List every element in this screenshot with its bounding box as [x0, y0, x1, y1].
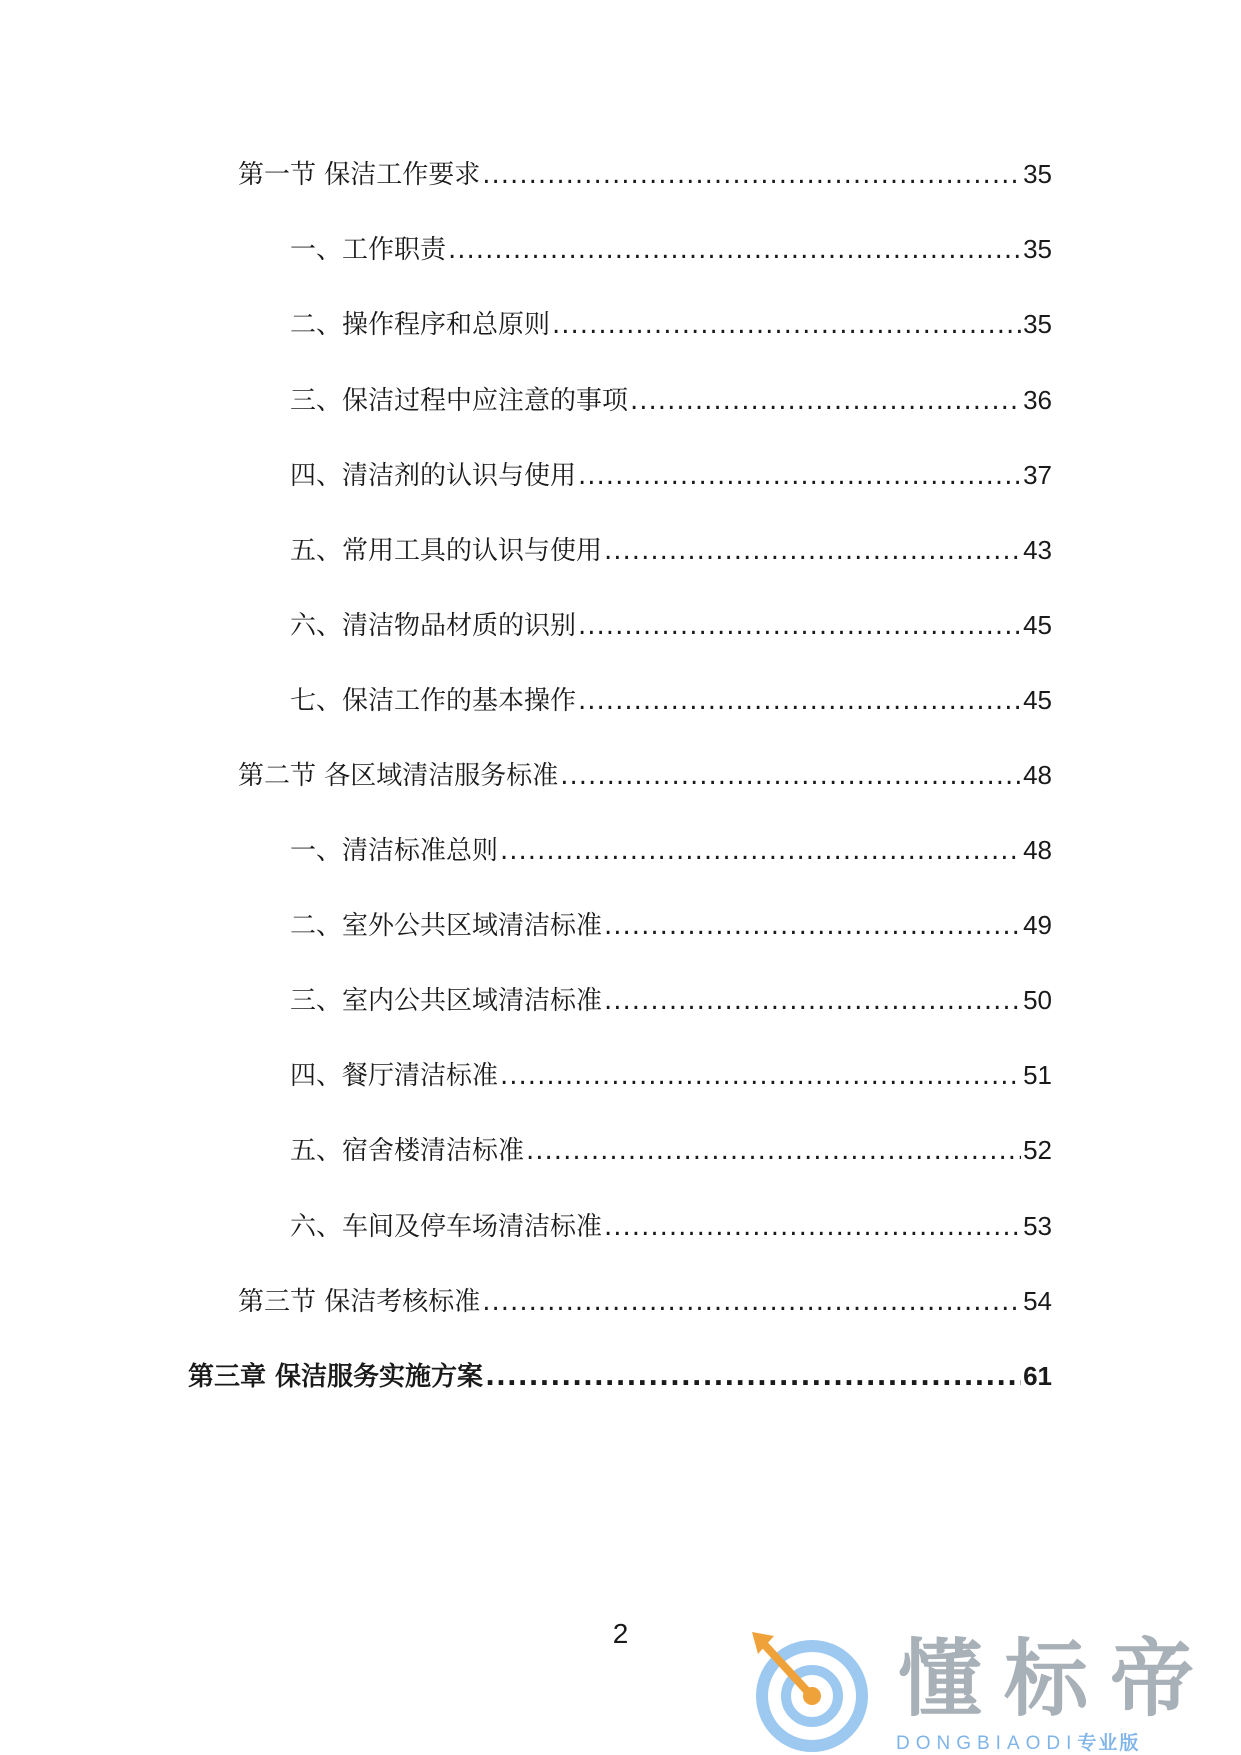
toc-entry-page: 37: [1023, 460, 1052, 490]
target-arrow-logo-icon: [746, 1628, 872, 1754]
toc-entry-title: 一、清洁标准总则: [290, 836, 499, 866]
toc-dot-leader: [448, 230, 1021, 270]
toc-entry-section-1[interactable]: [238, 154, 1052, 194]
toc-entry-title: 一、工作职责: [290, 235, 447, 265]
toc-entry-section-2[interactable]: [238, 755, 1052, 795]
toc-entry-page: 45: [1023, 610, 1052, 640]
toc-dot-leader: [604, 906, 1021, 946]
toc-dot-leader: [482, 155, 1021, 195]
toc-entry-item[interactable]: [290, 1055, 1052, 1095]
toc-dot-leader: [552, 305, 1021, 345]
toc-entry-title: 七、保洁工作的基本操作: [290, 686, 577, 716]
toc-entry-item[interactable]: [290, 229, 1052, 269]
toc-dot-leader: [604, 1207, 1021, 1247]
toc-entry-page: 53: [1023, 1211, 1052, 1241]
toc-entry-title: 三、室内公共区域清洁标准: [290, 986, 603, 1016]
toc-entry-title: 四、餐厅清洁标准: [290, 1061, 499, 1091]
brand-name-en: DONGBIAODI: [896, 1733, 1078, 1754]
toc-dot-leader: [578, 606, 1021, 646]
brand-name-en-line: [896, 1728, 1140, 1755]
toc-entry-page: 50: [1023, 985, 1052, 1015]
toc-entry-title: 六、清洁物品材质的识别: [290, 611, 577, 641]
toc-entry-page: 48: [1023, 835, 1052, 865]
toc-entry-title: 第三节 保洁考核标准: [238, 1287, 481, 1317]
brand-name-cn: 懂标帝: [898, 1630, 1217, 1728]
toc-entry-item[interactable]: [290, 455, 1052, 495]
toc-entry-item[interactable]: [290, 905, 1052, 945]
edition-label: 专业版: [1077, 1733, 1141, 1754]
toc-dot-leader: [560, 756, 1021, 796]
toc-entry-item[interactable]: [290, 1130, 1052, 1170]
toc-entry-title: 四、清洁剂的认识与使用: [290, 461, 577, 491]
page-number: 2: [612, 1618, 629, 1649]
toc-entry-chapter-3[interactable]: [188, 1356, 1052, 1396]
toc-entry-page: 35: [1023, 159, 1052, 189]
brand-watermark: [746, 1628, 1226, 1754]
toc-dot-leader: [630, 381, 1021, 421]
toc-entry-page: 52: [1023, 1135, 1052, 1165]
toc-entry-page: 35: [1023, 309, 1052, 339]
toc-dot-leader: [604, 981, 1021, 1021]
toc-dot-leader: [500, 1056, 1021, 1096]
toc-dot-leader: [482, 1282, 1021, 1322]
toc-entry-page: 61: [1023, 1361, 1052, 1391]
toc-entry-page: 54: [1023, 1286, 1052, 1316]
toc-entry-title: 第二节 各区域清洁服务标准: [238, 761, 559, 791]
toc-entry-title: 五、常用工具的认识与使用: [290, 536, 603, 566]
toc-entry-item[interactable]: [290, 680, 1052, 720]
toc-entry-item[interactable]: [290, 1206, 1052, 1246]
toc-entry-title: 五、宿舍楼清洁标准: [290, 1136, 525, 1166]
toc-entry-item[interactable]: [290, 605, 1052, 645]
toc-dot-leader: [526, 1131, 1021, 1171]
toc-entry-title: 第三章 保洁服务实施方案: [188, 1362, 484, 1392]
toc-entry-item[interactable]: [290, 304, 1052, 344]
toc-entry-page: 43: [1023, 535, 1052, 565]
toc-entry-page: 48: [1023, 760, 1052, 790]
toc-dot-leader: [578, 681, 1021, 721]
toc-entry-item[interactable]: [290, 830, 1052, 870]
toc-entry-page: 35: [1023, 234, 1052, 264]
toc-entry-page: 51: [1023, 1060, 1052, 1090]
toc-entry-title: 第一节 保洁工作要求: [238, 160, 481, 190]
toc-entry-item[interactable]: [290, 380, 1052, 420]
toc-entry-item[interactable]: [290, 980, 1052, 1020]
toc-entry-section-3[interactable]: [238, 1281, 1052, 1321]
toc-dot-leader: [500, 831, 1021, 871]
toc-entry-title: 六、车间及停车场清洁标准: [290, 1212, 603, 1242]
toc-entry-title: 三、保洁过程中应注意的事项: [290, 386, 629, 416]
toc-dot-leader: [578, 456, 1021, 496]
toc-entry-title: 二、室外公共区域清洁标准: [290, 911, 603, 941]
toc-entry-item[interactable]: [290, 530, 1052, 570]
toc-entry-page: 36: [1023, 385, 1052, 415]
toc-entry-page: 45: [1023, 685, 1052, 715]
toc-dot-leader: [485, 1357, 1021, 1397]
toc-entry-page: 49: [1023, 910, 1052, 940]
toc-entry-title: 二、操作程序和总原则: [290, 310, 551, 340]
toc-dot-leader: [604, 531, 1021, 571]
